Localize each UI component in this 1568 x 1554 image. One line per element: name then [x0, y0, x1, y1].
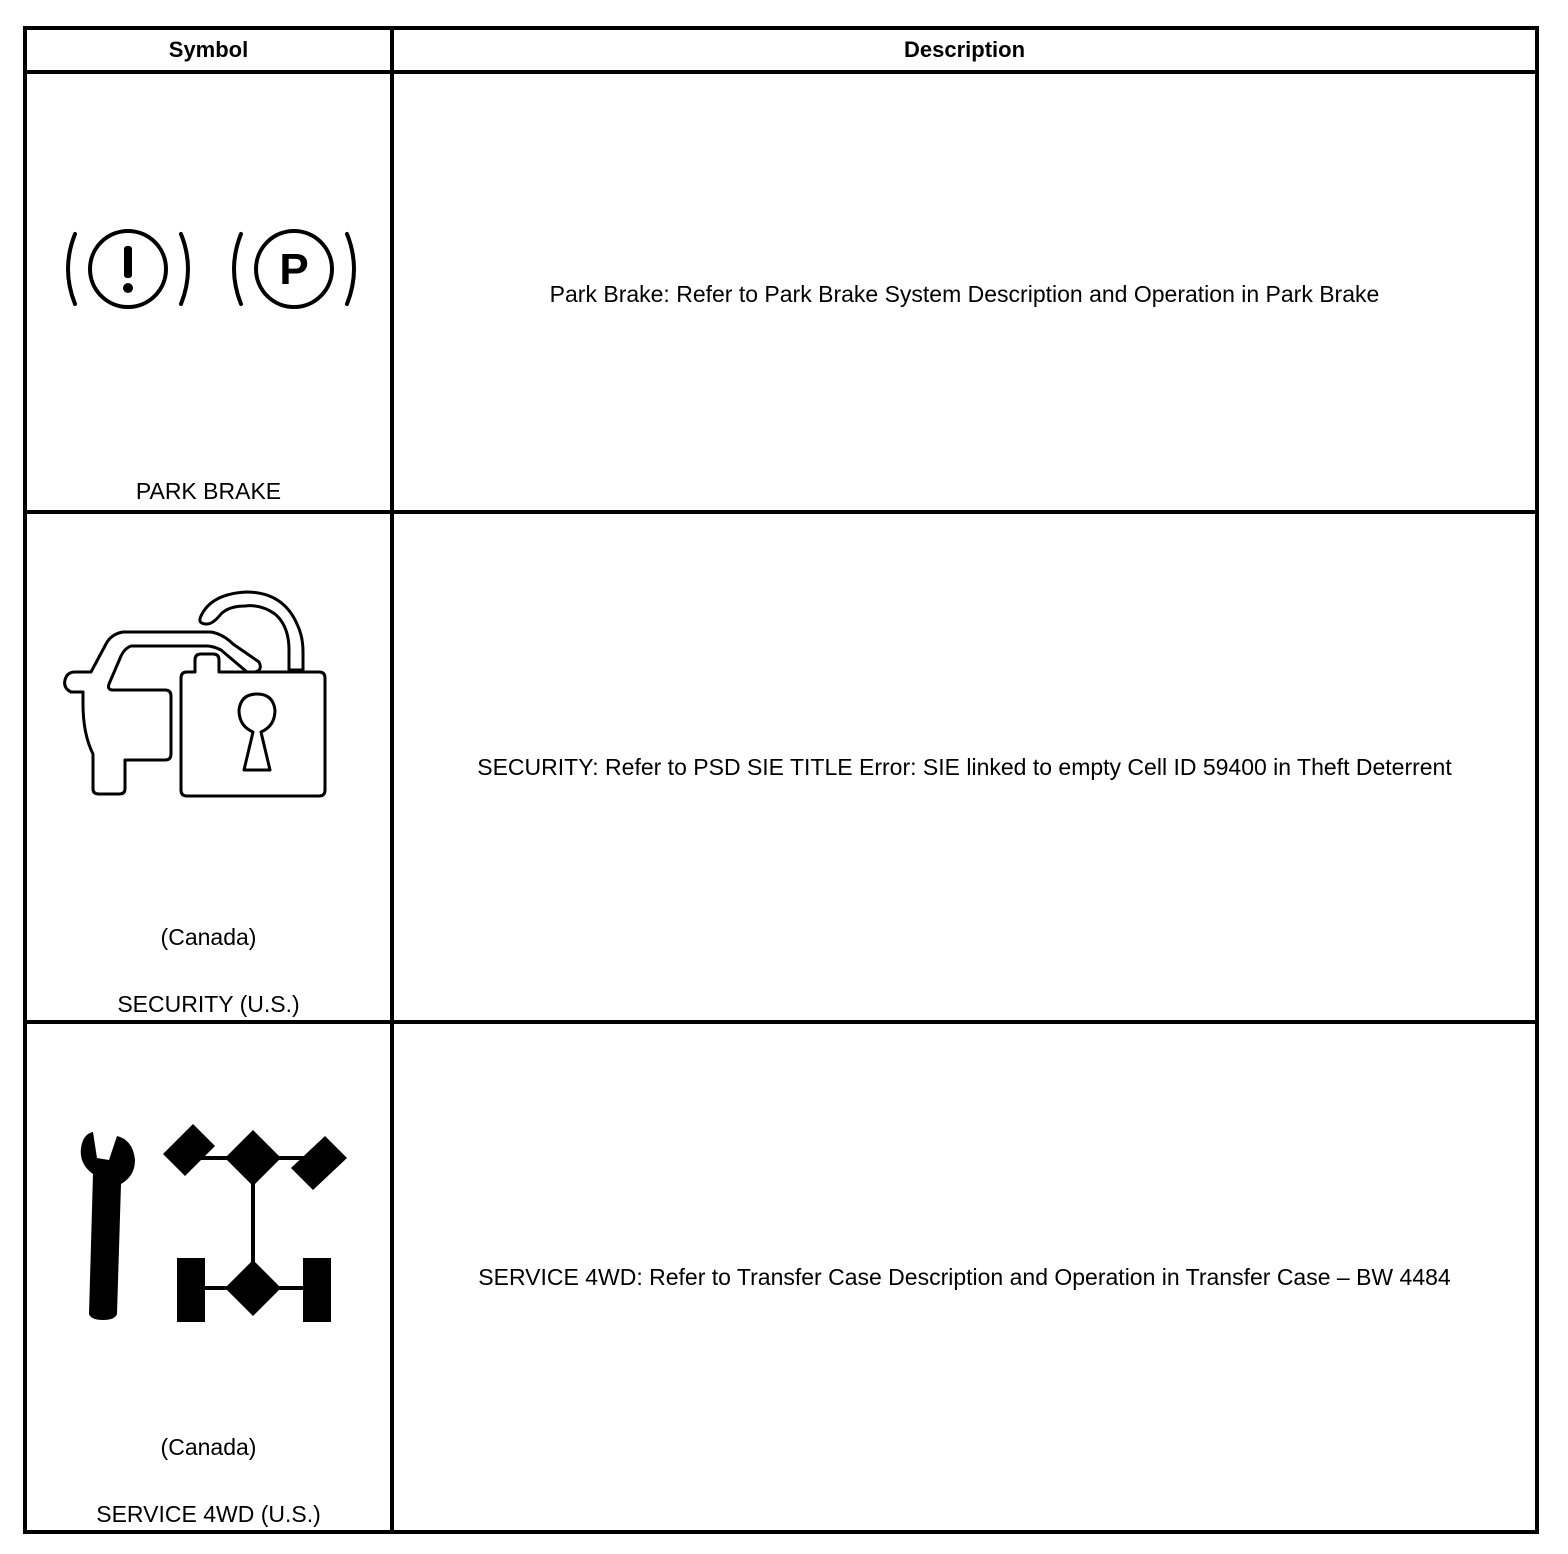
description-cell: SECURITY: Refer to PSD SIE TITLE Error: SIE linked to empty Cell ID 59400 in Theft Deterrent: [477, 753, 1452, 780]
symbol-cell: [27, 74, 390, 514]
symbol-label: SERVICE 4WD (U.S.): [96, 1501, 321, 1527]
table-row: [27, 74, 1535, 514]
symbol-description-table: [23, 26, 1539, 1534]
symbol-cell: [27, 514, 390, 1020]
symbol-label: (Canada): [160, 924, 257, 950]
header-description: Description: [903, 37, 1026, 62]
description-cell: Park Brake: Refer to Park Brake System Description and Operation in Park Brake: [549, 280, 1380, 307]
table-row: [27, 514, 1535, 1020]
description-cell: SERVICE 4WD: Refer to Transfer Case Description and Operation in Transfer Case – BW 4484: [478, 1263, 1451, 1290]
park-brake-icon: [63, 224, 363, 314]
symbol-label: SECURITY (U.S.): [117, 991, 300, 1017]
symbol-cell: [27, 1024, 390, 1530]
security-lock-icon: [61, 584, 351, 804]
table-row: [27, 1024, 1535, 1530]
header-symbol: Symbol: [168, 37, 249, 62]
svg-text:P: P: [279, 245, 309, 294]
symbol-label: PARK BRAKE: [135, 478, 282, 504]
symbol-label: (Canada): [160, 1434, 257, 1460]
service-4wd-icon: [77, 1114, 347, 1324]
table-header-row: [27, 30, 1535, 74]
